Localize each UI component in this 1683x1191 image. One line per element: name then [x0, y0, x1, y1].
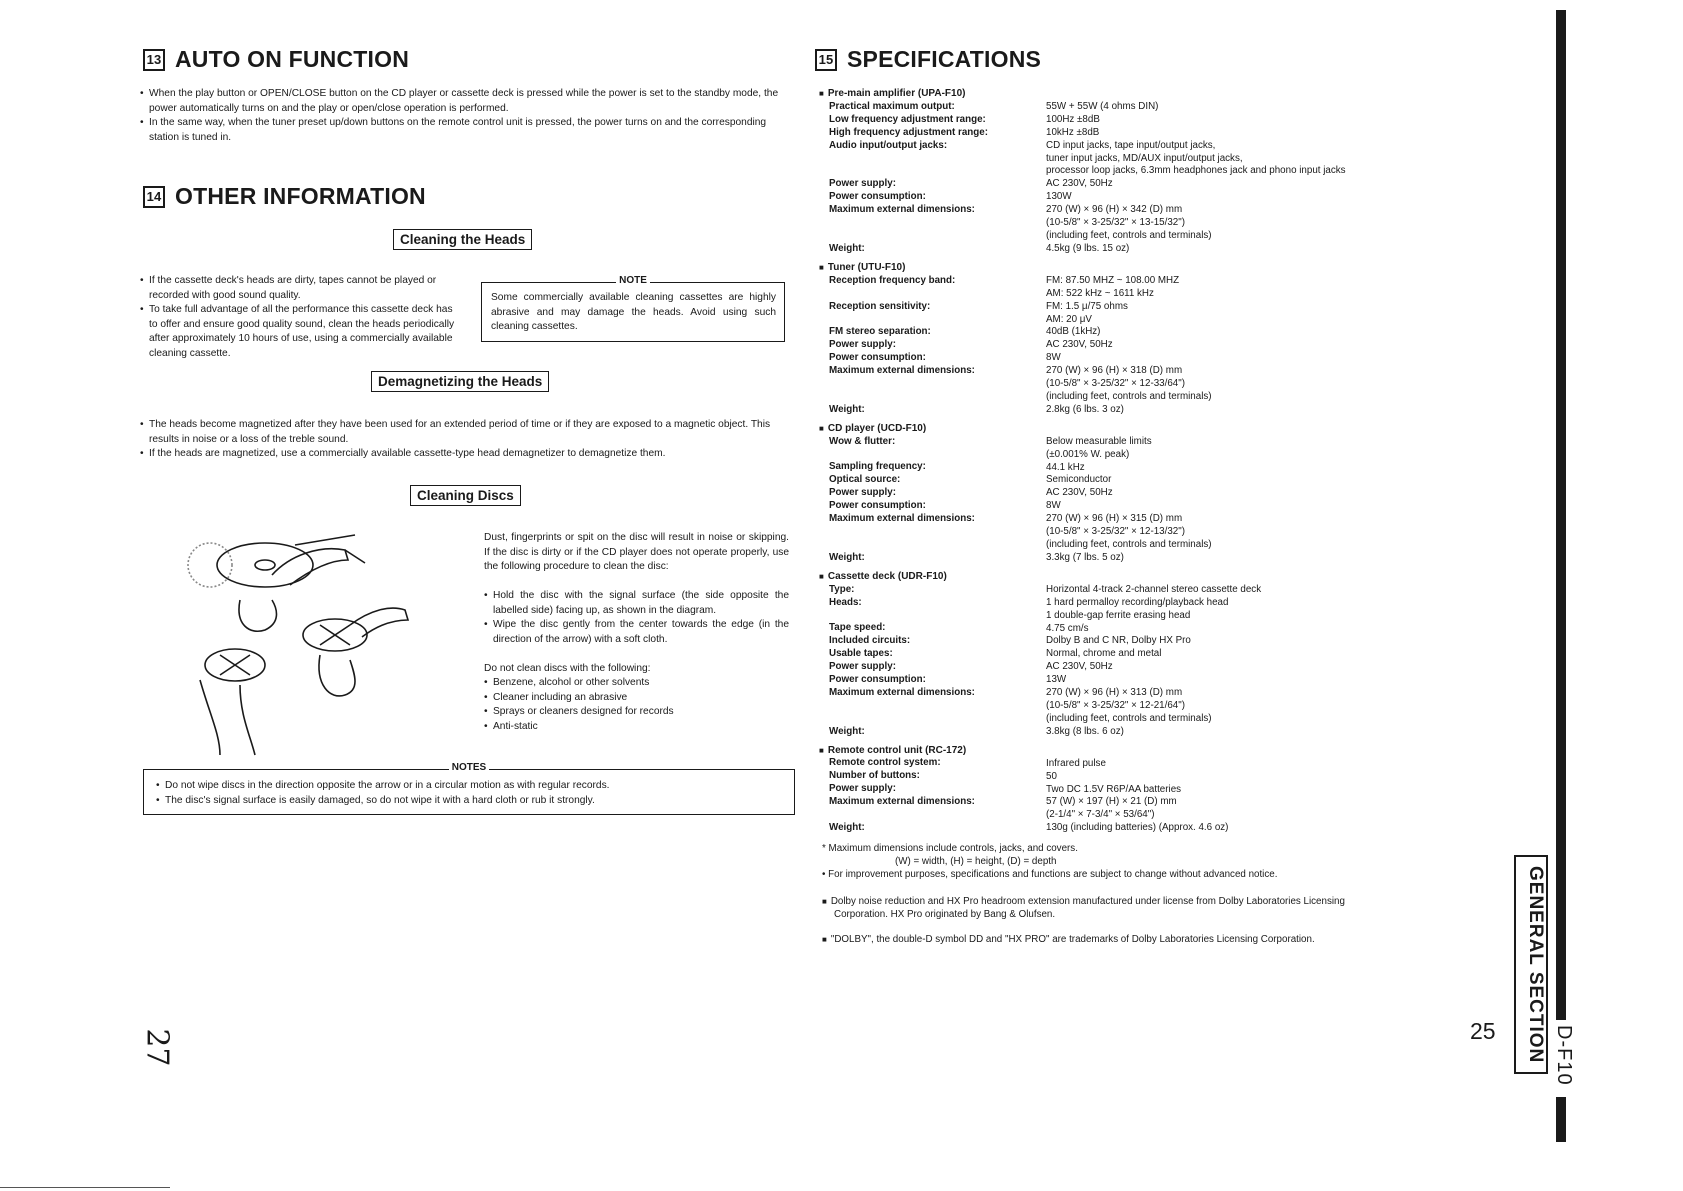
spec-label: Wow & flutter: — [829, 435, 896, 447]
spec-label: Maximum external dimensions: — [829, 513, 975, 525]
spec-value: (2-1/4" × 7-3/4" × 53/64") — [1046, 809, 1155, 821]
bottom-edge-line — [0, 1187, 170, 1188]
cleaning-heads-note-box — [481, 275, 785, 342]
spec-label: Power consumption: — [829, 191, 926, 203]
list-item: • Anti-static — [484, 720, 789, 735]
spec-label: Power supply: — [829, 339, 896, 351]
spec-label: Maximum external dimensions: — [829, 796, 975, 808]
spec-label: Number of buttons: — [829, 770, 920, 782]
disc-cleaning-illustration — [180, 515, 470, 760]
section-number-13: 13 — [143, 49, 165, 71]
spec-label: Maximum external dimensions: — [829, 365, 975, 377]
spec-value: Dolby B and C NR, Dolby HX Pro — [1046, 635, 1191, 647]
cleaning-discs-steps — [484, 589, 789, 647]
spec-label: Practical maximum output: — [829, 100, 955, 112]
spec-label: Maximum external dimensions: — [829, 686, 975, 698]
specs-title: SPECIFICATIONS — [847, 46, 1042, 72]
spec-label: Power supply: — [829, 487, 896, 499]
spec-value: Below measurable limits — [1046, 435, 1152, 447]
spec-label: Reception frequency band: — [829, 274, 956, 286]
spec-label: Weight: — [829, 725, 865, 737]
spec-labels — [819, 88, 1019, 835]
side-tab-general-section: GENERAL SECTION — [1514, 855, 1548, 1074]
spec-value: 4.75 cm/s — [1046, 622, 1089, 634]
spec-label: Audio input/output jacks: — [829, 139, 948, 151]
spec-value: AC 230V, 50Hz — [1046, 487, 1113, 499]
spec-label: High frequency adjustment range: — [829, 126, 988, 138]
spec-category-cassette: ■ Cassette deck (UDR-F10) — [819, 571, 1019, 584]
spec-value: 8W — [1046, 352, 1061, 364]
other-info-heading — [143, 183, 426, 210]
spec-value: AM: 522 kHz ~ 1611 kHz — [1046, 287, 1154, 299]
spec-value: 44.1 kHz — [1046, 461, 1085, 473]
footnote-dimensions-legend: (W) = width, (H) = height, (D) = depth — [895, 856, 1057, 867]
spec-label: Reception sensitivity: — [829, 300, 931, 312]
spec-label: Power supply: — [829, 661, 896, 673]
footnote-dolby-license-2: Corporation. HX Pro originated by Bang & Olufsen. — [834, 909, 1056, 920]
disc-hand-bottom-left — [200, 649, 265, 755]
spec-value: AM: 20 μV — [1046, 313, 1092, 325]
spec-value: processor loop jacks, 6.3mm headphones jack and phono input jacks — [1046, 165, 1346, 177]
auto-on-heading — [143, 46, 409, 73]
spec-value: Semiconductor — [1046, 474, 1112, 486]
spec-value: 1 double-gap ferrite erasing head — [1046, 609, 1191, 621]
spec-value: Normal, chrome and metal — [1046, 648, 1162, 660]
list-item: • Cleaner including an abrasive — [484, 691, 789, 706]
spec-value: 130W — [1046, 191, 1072, 203]
spec-values — [1046, 88, 1426, 835]
spec-label: Power consumption: — [829, 500, 926, 512]
spec-category-tuner: ■ Tuner (UTU-F10) — [819, 262, 1019, 275]
side-model-label: D-F10 — [1553, 1025, 1575, 1086]
list-item: • Sprays or cleaners designed for records — [484, 705, 789, 720]
spec-value: AC 230V, 50Hz — [1046, 661, 1113, 673]
spec-value: (10-5/8" × 3-25/32" × 13-15/32") — [1046, 217, 1185, 229]
spec-value: (10-5/8" × 3-25/32" × 12-21/64") — [1046, 699, 1185, 711]
list-item: • Benzene, alcohol or other solvents — [484, 676, 789, 691]
spec-value: (10-5/8" × 3-25/32" × 12-13/32") — [1046, 526, 1185, 538]
cleaning-heads-list — [140, 274, 455, 362]
spec-label: FM stereo separation: — [829, 326, 931, 338]
spec-value: 57 (W) × 197 (H) × 21 (D) mm — [1046, 796, 1177, 808]
list-item: • Wipe the disc gently from the center towards the edge (in the direction of the arrow) with a soft cloth. — [484, 618, 789, 647]
spec-label: Power consumption: — [829, 352, 926, 364]
cleaning-discs-intro: Dust, fingerprints or spit on the disc will result in noise or skipping. If the disc is dirty or if the CD player does not operate properly, use the following procedure to clean the disc: — [484, 532, 789, 573]
spec-value: 3.3kg (7 lbs. 5 oz) — [1046, 551, 1124, 563]
spec-value: 2.8kg (6 lbs. 3 oz) — [1046, 403, 1124, 415]
disc-hand-bottom-right — [303, 608, 408, 696]
list-item: • If the heads are magnetized, use a commercially available cassette-type head demagnetizer to demagnetize them. — [140, 447, 790, 462]
footnote-dolby-license: ■ Dolby noise reduction and HX Pro headroom extension manufactured under license from Dolby Laboratories Licensing — [822, 896, 1345, 909]
spec-value: 50 — [1046, 770, 1057, 782]
auto-on-list — [140, 87, 790, 145]
cleaning-heads-heading: Cleaning the Heads — [393, 229, 532, 250]
spec-value: FM: 87.50 MHZ ~ 108.00 MHZ — [1046, 274, 1180, 286]
spec-label: Weight: — [829, 551, 865, 563]
spec-value: 1 hard permalloy recording/playback head — [1046, 596, 1229, 608]
spec-value: 55W + 55W (4 ohms DIN) — [1046, 100, 1159, 112]
list-item: • If the cassette deck's heads are dirty, tapes cannot be played or recorded with good sound quality. — [140, 274, 455, 303]
spec-value: (±0.001% W. peak) — [1046, 448, 1130, 460]
spec-value: 3.8kg (8 lbs. 6 oz) — [1046, 725, 1124, 737]
spec-value: 270 (W) × 96 (H) × 318 (D) mm — [1046, 365, 1183, 377]
spec-label: Sampling frequency: — [829, 461, 926, 473]
spec-value: 270 (W) × 96 (H) × 315 (D) mm — [1046, 513, 1183, 525]
section-number-14: 14 — [143, 186, 165, 208]
spec-value: AC 230V, 50Hz — [1046, 339, 1113, 351]
spec-value: 13W — [1046, 674, 1067, 686]
list-item: • Hold the disc with the signal surface (the side opposite the labelled side) facing up, as shown in the diagram. — [484, 589, 789, 618]
spec-label: Heads: — [829, 596, 862, 608]
list-item: • The heads become magnetized after they have been used for an extended period of time or if they are exposed to a magnetic object. This results in noise or a loss of the treble sound. — [140, 418, 790, 447]
footnote-dimensions: * Maximum dimensions include controls, jacks, and covers. — [822, 843, 1078, 854]
spec-value: (including feet, controls and terminals) — [1046, 539, 1212, 550]
dont-clean-intro: Do not clean discs with the following: — [484, 663, 651, 674]
spec-label: Low frequency adjustment range: — [829, 113, 986, 125]
spec-value: 10kHz ±8dB — [1046, 126, 1100, 138]
spec-value: (10-5/8" × 3-25/32" × 12-33/64") — [1046, 378, 1185, 390]
list-item: • The disc's signal surface is easily damaged, so do not wipe it with a hard cloth or rub it strongly. — [156, 794, 786, 809]
list-item: • In the same way, when the tuner preset up/down buttons on the remote control unit is pressed, the power turns on and the corresponding station is tuned in. — [140, 116, 790, 145]
section-number-15: 15 — [815, 49, 837, 71]
spec-label: Type: — [829, 583, 855, 595]
dont-clean-list — [484, 676, 789, 734]
auto-on-title: AUTO ON FUNCTION — [175, 46, 410, 72]
spec-label: Maximum external dimensions: — [829, 204, 975, 216]
spec-label: Usable tapes: — [829, 648, 893, 660]
demagnetizing-list — [140, 418, 790, 462]
spec-value: (including feet, controls and terminals) — [1046, 390, 1212, 402]
specs-heading — [815, 46, 1041, 73]
spec-label: Power supply: — [829, 783, 896, 795]
side-bar-bottom — [1556, 1097, 1566, 1142]
spec-label: Weight: — [829, 821, 865, 833]
spec-value: (including feet, controls and terminals) — [1046, 712, 1212, 724]
spec-value: 4.5kg (9 lbs. 15 oz) — [1046, 242, 1130, 254]
handwritten-mark: 27 — [139, 1028, 175, 1067]
page-number: 25 — [1470, 1018, 1496, 1044]
spec-value: tuner input jacks, MD/AUX input/output jacks, — [1046, 152, 1243, 164]
cleaning-discs-heading: Cleaning Discs — [410, 485, 521, 506]
footnote-improvement: • For improvement purposes, specifications and functions are subject to change without advanced notice. — [822, 869, 1278, 880]
spec-category-amp: ■ Pre-main amplifier (UPA-F10) — [819, 88, 1019, 101]
disc-hand-top — [188, 535, 365, 631]
notes-title: NOTES — [449, 762, 489, 773]
spec-label: Included circuits: — [829, 635, 911, 647]
spec-label: Remote control system: — [829, 757, 941, 769]
spec-value: Two DC 1.5V R6P/AA batteries — [1046, 783, 1182, 795]
spec-label: Power consumption: — [829, 673, 926, 685]
spec-category-remote: ■ Remote control unit (RC-172) — [819, 745, 1019, 758]
spec-value: 100Hz ±8dB — [1046, 113, 1100, 125]
spec-value: AC 230V, 50Hz — [1046, 178, 1113, 190]
spec-value: 270 (W) × 96 (H) × 342 (D) mm — [1046, 204, 1183, 216]
demagnetizing-heading: Demagnetizing the Heads — [371, 371, 549, 392]
list-item: • Do not wipe discs in the direction opposite the arrow or in a circular motion as with regular records. — [156, 779, 786, 794]
spec-label: Tape speed: — [829, 622, 886, 634]
spec-label: Weight: — [829, 242, 865, 254]
other-info-title: OTHER INFORMATION — [175, 183, 426, 209]
spec-value: (including feet, controls and terminals) — [1046, 229, 1212, 241]
spec-value: 130g (including batteries) (Approx. 4.6 oz) — [1046, 822, 1229, 834]
cleaning-discs-notes-box — [143, 762, 795, 815]
footnote-dolby-trademark: ■ "DOLBY", the double-D symbol DD and "HX PRO" are trademarks of Dolby Laboratories Licensing Corporation. — [822, 934, 1315, 947]
spec-value: FM: 1.5 μ/75 ohms — [1046, 300, 1128, 312]
notes-list — [156, 779, 786, 808]
spec-value: Infrared pulse — [1046, 757, 1106, 769]
note-title: NOTE — [616, 275, 650, 286]
list-item: • To take full advantage of all the performance this cassette deck has to offer and ensure good quality sound, clean the heads periodically after approximately 10 hours of use, using a commercially available cleaning cassette. — [140, 303, 455, 361]
spec-category-cd: ■ CD player (UCD-F10) — [819, 423, 1019, 436]
list-item: • When the play button or OPEN/CLOSE button on the CD player or cassette deck is pressed while the power is set to the standby mode, the power automatically turns on and the play or open/close operation is performed. — [140, 87, 790, 116]
spec-value: 8W — [1046, 500, 1061, 512]
spec-value: 270 (W) × 96 (H) × 313 (D) mm — [1046, 687, 1183, 699]
spec-label: Optical source: — [829, 474, 901, 486]
side-bar-top — [1556, 10, 1566, 1020]
spec-value: CD input jacks, tape input/output jacks, — [1046, 139, 1216, 151]
spec-label: Weight: — [829, 403, 865, 415]
spec-label: Power supply: — [829, 178, 896, 190]
spec-value: Horizontal 4-track 2-channel stereo cassette deck — [1046, 583, 1262, 595]
note-text: Some commercially available cleaning cassettes are highly abrasive and may damage the heads. Avoid using such cleaning cassettes. — [491, 292, 776, 333]
spec-value: 40dB (1kHz) — [1046, 326, 1101, 338]
